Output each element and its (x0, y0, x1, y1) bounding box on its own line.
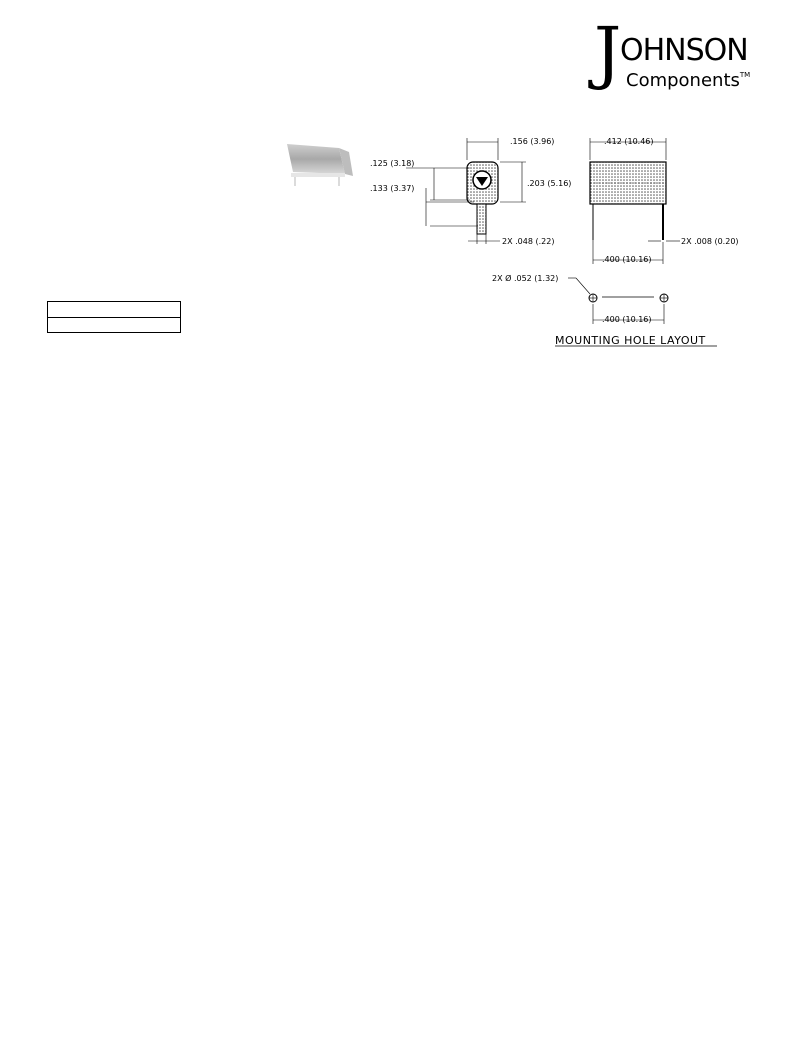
dim-pin-spacing: .400 (10.16) (602, 255, 652, 264)
dim-hole-spacing: .400 (10.16) (602, 315, 652, 324)
logo-subtitle (626, 72, 750, 90)
trademark-mark: TM (739, 71, 751, 79)
dim-width-body: .412 (10.46) (604, 137, 654, 146)
table-row (48, 302, 180, 317)
dim-height-body: .203 (5.16) (527, 179, 572, 188)
end-view (406, 138, 526, 244)
dim-hole-offset: .125 (3.18) (370, 159, 415, 168)
product-photo (283, 138, 359, 194)
dim-hole-diameter: 2X Ø .052 (1.32) (492, 274, 559, 283)
technical-drawing (350, 128, 760, 358)
johnson-components-logo (594, 14, 774, 94)
dim-pin-width: 2X .048 (.22) (502, 237, 555, 246)
dim-width-top: .156 (3.96) (510, 137, 555, 146)
spec-table (47, 301, 181, 333)
dim-pin-length: .133 (3.37) (370, 184, 415, 193)
logo-initial: J (594, 14, 622, 93)
table-row (48, 317, 180, 332)
logo-subtitle-text: Components (626, 70, 740, 91)
side-view (590, 138, 680, 264)
mounting-hole-layout-title: MOUNTING HOLE LAYOUT (555, 334, 706, 347)
dim-pin-thickness: 2X .008 (0.20) (681, 237, 739, 246)
logo-name: OHNSON (620, 33, 748, 68)
